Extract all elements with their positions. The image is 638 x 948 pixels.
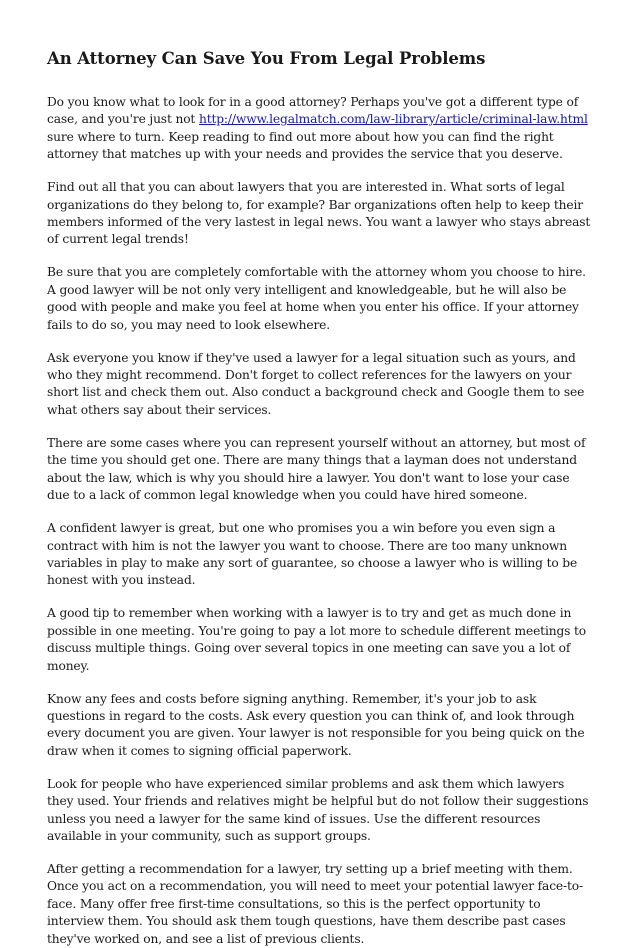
intro-text-before: Do you know what to look for in a good attorney? Perhaps you've got a different type of case, and you're just not	[47, 95, 579, 127]
paragraph-similar-problems: Look for people who have experienced similar problems and ask them which lawyers they used. Your friends and relatives might be helpful but do not follow their suggestions unless you need a lawyer for the same kind of issues. Use the different resources available in your community, such as support groups.	[47, 776, 589, 843]
paragraph-comfortable-attorney: Be sure that you are completely comfortable with the attorney whom you choose to hire. A good lawyer will be not only very intelligent and knowledgeable, but he will also be good with people and make you feel at home when you enter his office. If your attorney fails to do so, you may need to look elsewhere.	[47, 265, 586, 332]
paragraph-research-lawyers: Find out all that you can about lawyers that you are interested in. What sorts of legal organizations do they belong to, for example? Bar organizations often help to keep their members informed of the very lastest in legal news. You want a lawyer who stays abreast of current legal trends!	[47, 180, 591, 247]
document-title: An Attorney Can Save You From Legal Problems	[47, 49, 486, 68]
paragraph-confident-lawyer: A confident lawyer is great, but one who promises you a win before you even sign a contract with him is not the lawyer you want to choose. There are too many unknown variables in play to make any sort of guarantee, so choose a lawyer who is willing to be honest with you instead.	[47, 521, 578, 588]
paragraph-intro	[47, 94, 594, 164]
paragraph-recommendation-meeting: After getting a recommendation for a lawyer, try setting up a brief meeting with them. Once you act on a recommendation, you will need to meet your potential lawyer face-to-face. Many offer free first-time consultations, so this is the perfect opportunity to interview them. You should ask them tough questions, have them describe past cases they've worked on, and see a list of previous clients.	[47, 861, 583, 946]
paragraph-one-meeting: A good tip to remember when working with a lawyer is to try and get as much done in possible in one meeting. You're going to pay a lot more to schedule different meetings to discuss multiple things. Going over several topics in one meeting can save you a lot of money.	[47, 606, 587, 673]
intro-text-after: sure where to turn. Keep reading to find out more about how you can find the right attorney that matches up with your needs and provides the service that you deserve.	[47, 129, 563, 162]
paragraph-represent-yourself: There are some cases where you can represent yourself without an attorney, but most of the time you should get one. There are many things that a layman does not understand about the law, which is why you should hire a lawyer. You don't want to lose your case due to a lack of common legal knowledge when you could have hired someone.	[47, 435, 586, 503]
paragraph-ask-everyone: Ask everyone you know if they've used a lawyer for a legal situation such as yours, and who they might recommend. Don't forget to collect references for the lawyers on your short list and check them out. Also conduct a background check and Google them to see what others say about their services.	[47, 350, 585, 417]
criminal-law-link[interactable]: http://www.legalmatch.com/law-library/article/criminal-law.html	[198, 112, 588, 127]
paragraph-fees-costs: Know any fees and costs before signing anything. Remember, it's your job to ask questions in regard to the costs. Ask every question you can think of, and look through every document you are given. Your lawyer is not responsible for you being quick on the draw when it comes to signing official paperwork.	[47, 691, 585, 758]
